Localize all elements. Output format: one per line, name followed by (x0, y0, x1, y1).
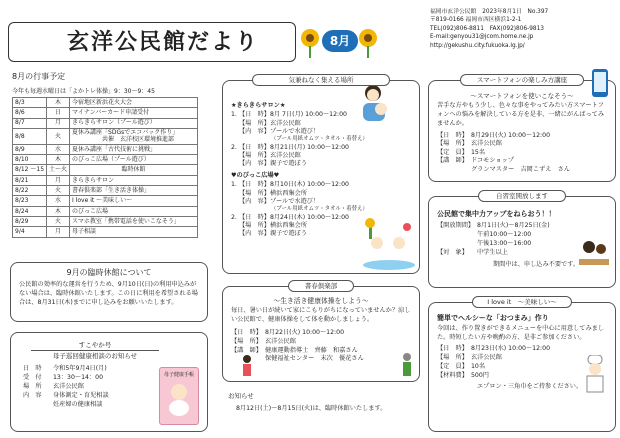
schedule-event (70, 128, 198, 144)
event-date-row (231, 144, 381, 152)
date-label: 【日 時】 (239, 213, 270, 221)
schedule-day: 日 (47, 108, 70, 118)
table-row (13, 206, 198, 216)
schedule-date: 8/6 (13, 108, 47, 118)
date-label: 【日 時】 (239, 111, 270, 119)
schedule-date: 8/29 (13, 216, 47, 226)
schedule-day: 月 (47, 175, 70, 185)
closure-body: 公民館の効率的な運営を行うため、9月10日(日)の利用申込みがない場合は、臨時休館いたします。この日に利用を希望される場合は、8月31日(木)までに申し込みをお願いいたします。 (19, 281, 198, 306)
cooking-box (428, 302, 616, 432)
table-row (13, 196, 198, 206)
content-label: 【内 容】 (239, 230, 270, 238)
schedule-date: 8/24 (13, 206, 47, 216)
schedule-date: 8/21 (13, 175, 47, 185)
info-value: 8月29日(火) 10:00～12:00 (471, 132, 551, 140)
info-row (437, 166, 607, 174)
studying-kids-illustration (577, 237, 611, 274)
info-label: 【材料費】 (437, 371, 468, 379)
schedule-event-text: のびっこ広場 (72, 207, 109, 215)
email: E-mail:genyou31@jcom.home.ne.jp (430, 34, 534, 41)
event-no: 1. (231, 181, 237, 189)
info-row (231, 329, 411, 338)
info-value: 中学生以上 (477, 248, 508, 256)
info-label: 【定 員】 (437, 362, 468, 370)
place-label: 【場 所】 (239, 152, 270, 160)
info-label: 日 時 (23, 365, 42, 372)
schedule-event (70, 216, 198, 226)
event-note: （プール用紙オムツ・タオル・着替え） (271, 136, 368, 143)
event-note: （プール用紙オムツ・タオル・着替え） (271, 206, 368, 213)
schedule-event-text: 書春倶楽部「生き活き体操」 (72, 186, 151, 194)
info-label: 【開放期間】 (437, 221, 475, 229)
place-label: 【場 所】 (239, 189, 270, 197)
table-row (13, 144, 198, 154)
schedule-date: 8/8 (13, 128, 47, 144)
event-content: プールで水遊び！ (269, 197, 320, 205)
schedule-event-text: のびっこ広場（プール遊び） (72, 156, 150, 164)
event-date-row (231, 214, 381, 222)
club-body: 毎日、暑い日が続いて家にこもりがちになっていませんか？涼しい公民館で、健康体操をして体を動かしましょう。 (231, 307, 411, 324)
handbook-label: 母子健康手帳 (163, 372, 194, 378)
event-no: 2. (231, 213, 237, 221)
health-tag-1: すこやか号 (78, 341, 112, 349)
chef-illustration (579, 355, 611, 398)
info-value: 10名 (471, 362, 486, 370)
schedule-date: 8/7 (13, 118, 47, 128)
newsletter-title: 玄洋公民館だより (67, 29, 260, 55)
schedule-event (70, 227, 198, 237)
info-label: 【場 所】 (437, 140, 468, 148)
info-row (437, 140, 607, 148)
event-content: 親子で遊ぼう (269, 160, 308, 168)
notice-heading: お知らせ (228, 392, 254, 400)
schedule-event (70, 144, 198, 154)
info-row (23, 365, 143, 374)
schedule-event-text: スマホ教室「携帯電話を使いこなそう」 (72, 217, 180, 225)
schedule-date: 8/22 (13, 186, 47, 196)
exercise-illustration (233, 353, 261, 384)
info-value: 身体測定・育児相談 (53, 391, 109, 399)
info-value: 15名 (471, 148, 486, 156)
schedule-day: 月 (47, 227, 70, 237)
event-place-row (231, 190, 381, 198)
schedule-event (70, 186, 198, 196)
schedule-event (70, 196, 198, 206)
smartphone-headline: ～スマートフォンを使いこなそう～ (470, 92, 574, 100)
smartphone-tag: スマートフォンの楽しみ方講座 (460, 74, 584, 86)
table-row (13, 216, 198, 226)
table-row (13, 155, 198, 165)
table-row (13, 186, 198, 196)
study-headline: 公民館で集中力アップをねらおう！！ (437, 210, 556, 218)
schedule-date: 8/3 (13, 98, 47, 108)
info-label: 【場 所】 (231, 338, 262, 346)
study-note: 期間中は、申し込み不要です。 (493, 260, 580, 268)
study-box (428, 196, 616, 288)
info-row (437, 345, 607, 354)
table-row (13, 227, 198, 237)
schedule-event-text: きらきらサロン (72, 176, 115, 184)
info-value: 玄洋公民館 (53, 382, 84, 390)
schedule-date: 8/9 (13, 144, 47, 154)
schedule-event (70, 118, 198, 128)
info-row (231, 338, 411, 347)
date-label: 【日 時】 (239, 143, 270, 151)
event-no: 1. (231, 111, 237, 119)
schedule-day: 木 (47, 155, 70, 165)
issue-number: No.397 (527, 9, 549, 15)
info-label: 【講 師】 (437, 157, 468, 165)
info-label (437, 240, 477, 249)
info-row (437, 157, 607, 165)
groups-tag: 気兼ねなく集える場所 (252, 74, 390, 86)
event-content-row (231, 230, 381, 238)
notice-body: 8月12日(土)～8月15日(火)は、臨時休館いたします。 (236, 405, 387, 412)
schedule-event-text: 今宿地区新浜花火大会 (72, 98, 133, 106)
event-date: 8月10日(木) 10:00～12:00 (269, 181, 349, 189)
club-tag: 書春倶楽部 (288, 280, 354, 292)
table-row (13, 128, 198, 144)
tel-fax: TEL(092)806-8811 FAX(092)806-9813 (430, 25, 544, 32)
issue-date: 2023年8月1日 (482, 9, 522, 15)
smartphone-icon (590, 68, 612, 101)
info-value: 午前10:00～12:00 (477, 230, 532, 238)
club-box (222, 286, 420, 382)
event-date: 8月24日(木) 10:00～12:00 (269, 213, 349, 221)
content-label: 【内 容】 (239, 128, 270, 136)
cooking-body: 今回は、作り置きができるメニューを中心に用意してみました。時短したい方や晩酌の方、是非ご参加ください。 (437, 324, 605, 341)
content-label: 【内 容】 (239, 160, 270, 168)
table-row (13, 118, 198, 128)
exercise-illustration-2 (395, 351, 419, 384)
info-row (437, 149, 607, 157)
schedule-date: 8/23 (13, 196, 47, 206)
schedule-day: 水 (47, 144, 70, 154)
table-row (13, 108, 198, 118)
date-label: 【日 時】 (239, 181, 270, 189)
info-label: 【日 時】 (437, 344, 468, 352)
schedule-table (12, 97, 198, 238)
info-row (437, 222, 607, 231)
event-place: 横浜西集会所 (269, 189, 308, 197)
event-place: 玄洋公民館 (269, 119, 301, 127)
info-label: 【定 員】 (437, 148, 468, 156)
closure-box (10, 262, 208, 322)
study-tag: 自習室開放します (478, 190, 566, 202)
event-no: 2. (231, 143, 237, 151)
info-value: 玄洋公民館 (471, 140, 502, 148)
event-place: 横浜西集会所 (269, 221, 308, 229)
schedule-event (70, 165, 198, 175)
schedule-event-text: 母子相談 (72, 228, 97, 236)
event-date: 8月21日(月) 10:00～12:00 (269, 143, 349, 151)
schedule-day: 水 (47, 196, 70, 206)
salon-title: ★きらきらサロン★ (231, 102, 286, 109)
place-label: 【場 所】 (239, 221, 270, 229)
event-content-row (231, 198, 381, 206)
info-label: 場 所 (23, 382, 42, 390)
schedule-note: 今年も毎週水曜日は「よかトレ体操」9：30～9：45 (12, 88, 155, 95)
groups-box (222, 80, 420, 274)
info-label: 内 容 (23, 391, 42, 399)
info-value: 8月23日(水) 10:00～12:00 (471, 344, 551, 352)
info-row (23, 383, 143, 392)
postal-address: 〒819-0166 福岡市西区横浜1-2-1 (430, 17, 522, 24)
kids-playing-illustration (361, 217, 417, 274)
info-label: 【場 所】 (437, 353, 468, 361)
schedule-event (70, 175, 198, 185)
schedule-event-text: 夏休み講座「SDGsでエコバック作り」 (72, 128, 179, 136)
closure-heading: 9月の臨時休館について (66, 268, 152, 277)
cooking-note: エプロン・三角巾をご持参ください。 (477, 382, 583, 390)
schedule-date: 8/12 ～15 (13, 165, 47, 175)
schedule-heading: 8月の行事予定 (12, 72, 66, 81)
schedule-date: 8/10 (13, 155, 47, 165)
event-place-row (231, 222, 381, 230)
info-value: 13：30～14：00 (53, 373, 104, 381)
smartphone-body: 苦手な方やもう少し、色々な事をやってみたい方スマートフォンへの悩みを解決している方を是非、一緒にがんばってみませんか。 (437, 102, 605, 128)
place-label: 【場 所】 (239, 119, 270, 127)
mother-baby-illustration (351, 83, 397, 126)
schedule-event (70, 206, 198, 216)
info-value: 500円 (471, 371, 489, 379)
event-date-row (231, 181, 381, 189)
schedule-day: 月 (47, 118, 70, 128)
schedule-event (70, 98, 198, 108)
info-label: 【日 時】 (437, 132, 468, 140)
schedule-day: 土～火 (47, 165, 70, 175)
info-value: 午後13:00～16:00 (477, 239, 532, 247)
info-label: 【対 象】 (437, 248, 468, 256)
info-value: 8月22日(火) 10:00～12:00 (265, 329, 345, 337)
nobikko-title: ♥のびっこ広場♥ (231, 171, 280, 179)
info-row (23, 392, 143, 401)
info-value: 保健福祉センター 末次 優花さん (265, 355, 364, 363)
schedule-day: 火 (47, 128, 70, 144)
table-row (13, 165, 198, 175)
mother-child-handbook-image (159, 367, 199, 425)
website: http://gekushu.city.fukuoka.lg.jp/ (430, 42, 525, 49)
table-row (13, 98, 198, 108)
schedule-event-text: マイナンバーカード申請受付 (72, 109, 150, 117)
info-label (437, 166, 471, 174)
schedule-event-sub: 共催 玄洋校区環境推進部 (102, 136, 175, 144)
masthead (430, 8, 618, 50)
cooking-tag: I love it ～美味しい～ (472, 296, 572, 308)
org-name: 福岡市玄洋公民館 (430, 9, 477, 15)
schedule-event-text: I love it ～美味しい～ (72, 197, 133, 205)
schedule-day: 火 (47, 216, 70, 226)
schedule-event-text: 夏休み講座「古代技術に挑戦」 (72, 145, 157, 153)
event-date: 8月 7日(月) 10:00～12:00 (269, 111, 347, 119)
info-value: グランマスター 吉岡こずえ さん (471, 165, 570, 173)
info-label (23, 401, 53, 410)
baby-icon (160, 378, 198, 418)
table-row (13, 175, 198, 185)
info-label: 受 付 (23, 373, 42, 381)
schedule-day: 木 (47, 98, 70, 108)
schedule-date: 9/4 (13, 227, 47, 237)
schedule-day: 火 (47, 186, 70, 196)
info-label: 【日 時】 (231, 329, 262, 337)
info-label: 【講 師】 (231, 346, 262, 354)
info-value: 玄洋公民館 (265, 338, 296, 346)
info-value: ドコモショップ (471, 157, 514, 165)
info-value: 玄洋公民館 (471, 353, 502, 361)
schedule-event (70, 108, 198, 118)
cooking-headline: 簡単でヘルシーな「おつまみ」作り (437, 314, 549, 322)
content-label: 【内 容】 (239, 197, 270, 205)
event-content: プールで水遊び！ (269, 128, 320, 136)
info-label (437, 231, 477, 240)
event-place: 玄洋公民館 (269, 152, 301, 160)
schedule-event-text: きらきらサロン（プール遊び） (72, 119, 156, 127)
health-tag-2: 母子巡回健康相談のお知らせ (31, 350, 159, 360)
smartphone-box (428, 80, 616, 182)
info-row (23, 401, 143, 410)
info-value: 令和5年9月4日(月) (53, 365, 107, 372)
month-badge: 8月 (322, 30, 358, 52)
health-box (10, 332, 208, 432)
title-box (8, 22, 296, 62)
event-content-row (231, 160, 381, 168)
info-value: 妊産婦の健康相談 (53, 400, 103, 408)
schedule-event-text: 臨時休館 (121, 166, 146, 174)
info-value: 健康運動指導士 齊藤 和嘉さん (265, 346, 358, 354)
schedule-event (70, 155, 198, 165)
schedule-day: 木 (47, 206, 70, 216)
club-headline: ～生き活き健康体操をしよう～ (273, 297, 369, 305)
event-content: 親子で遊ぼう (269, 230, 308, 238)
info-value: 8月1日(火)～8月25日(金) (477, 221, 550, 229)
info-row (23, 374, 143, 383)
